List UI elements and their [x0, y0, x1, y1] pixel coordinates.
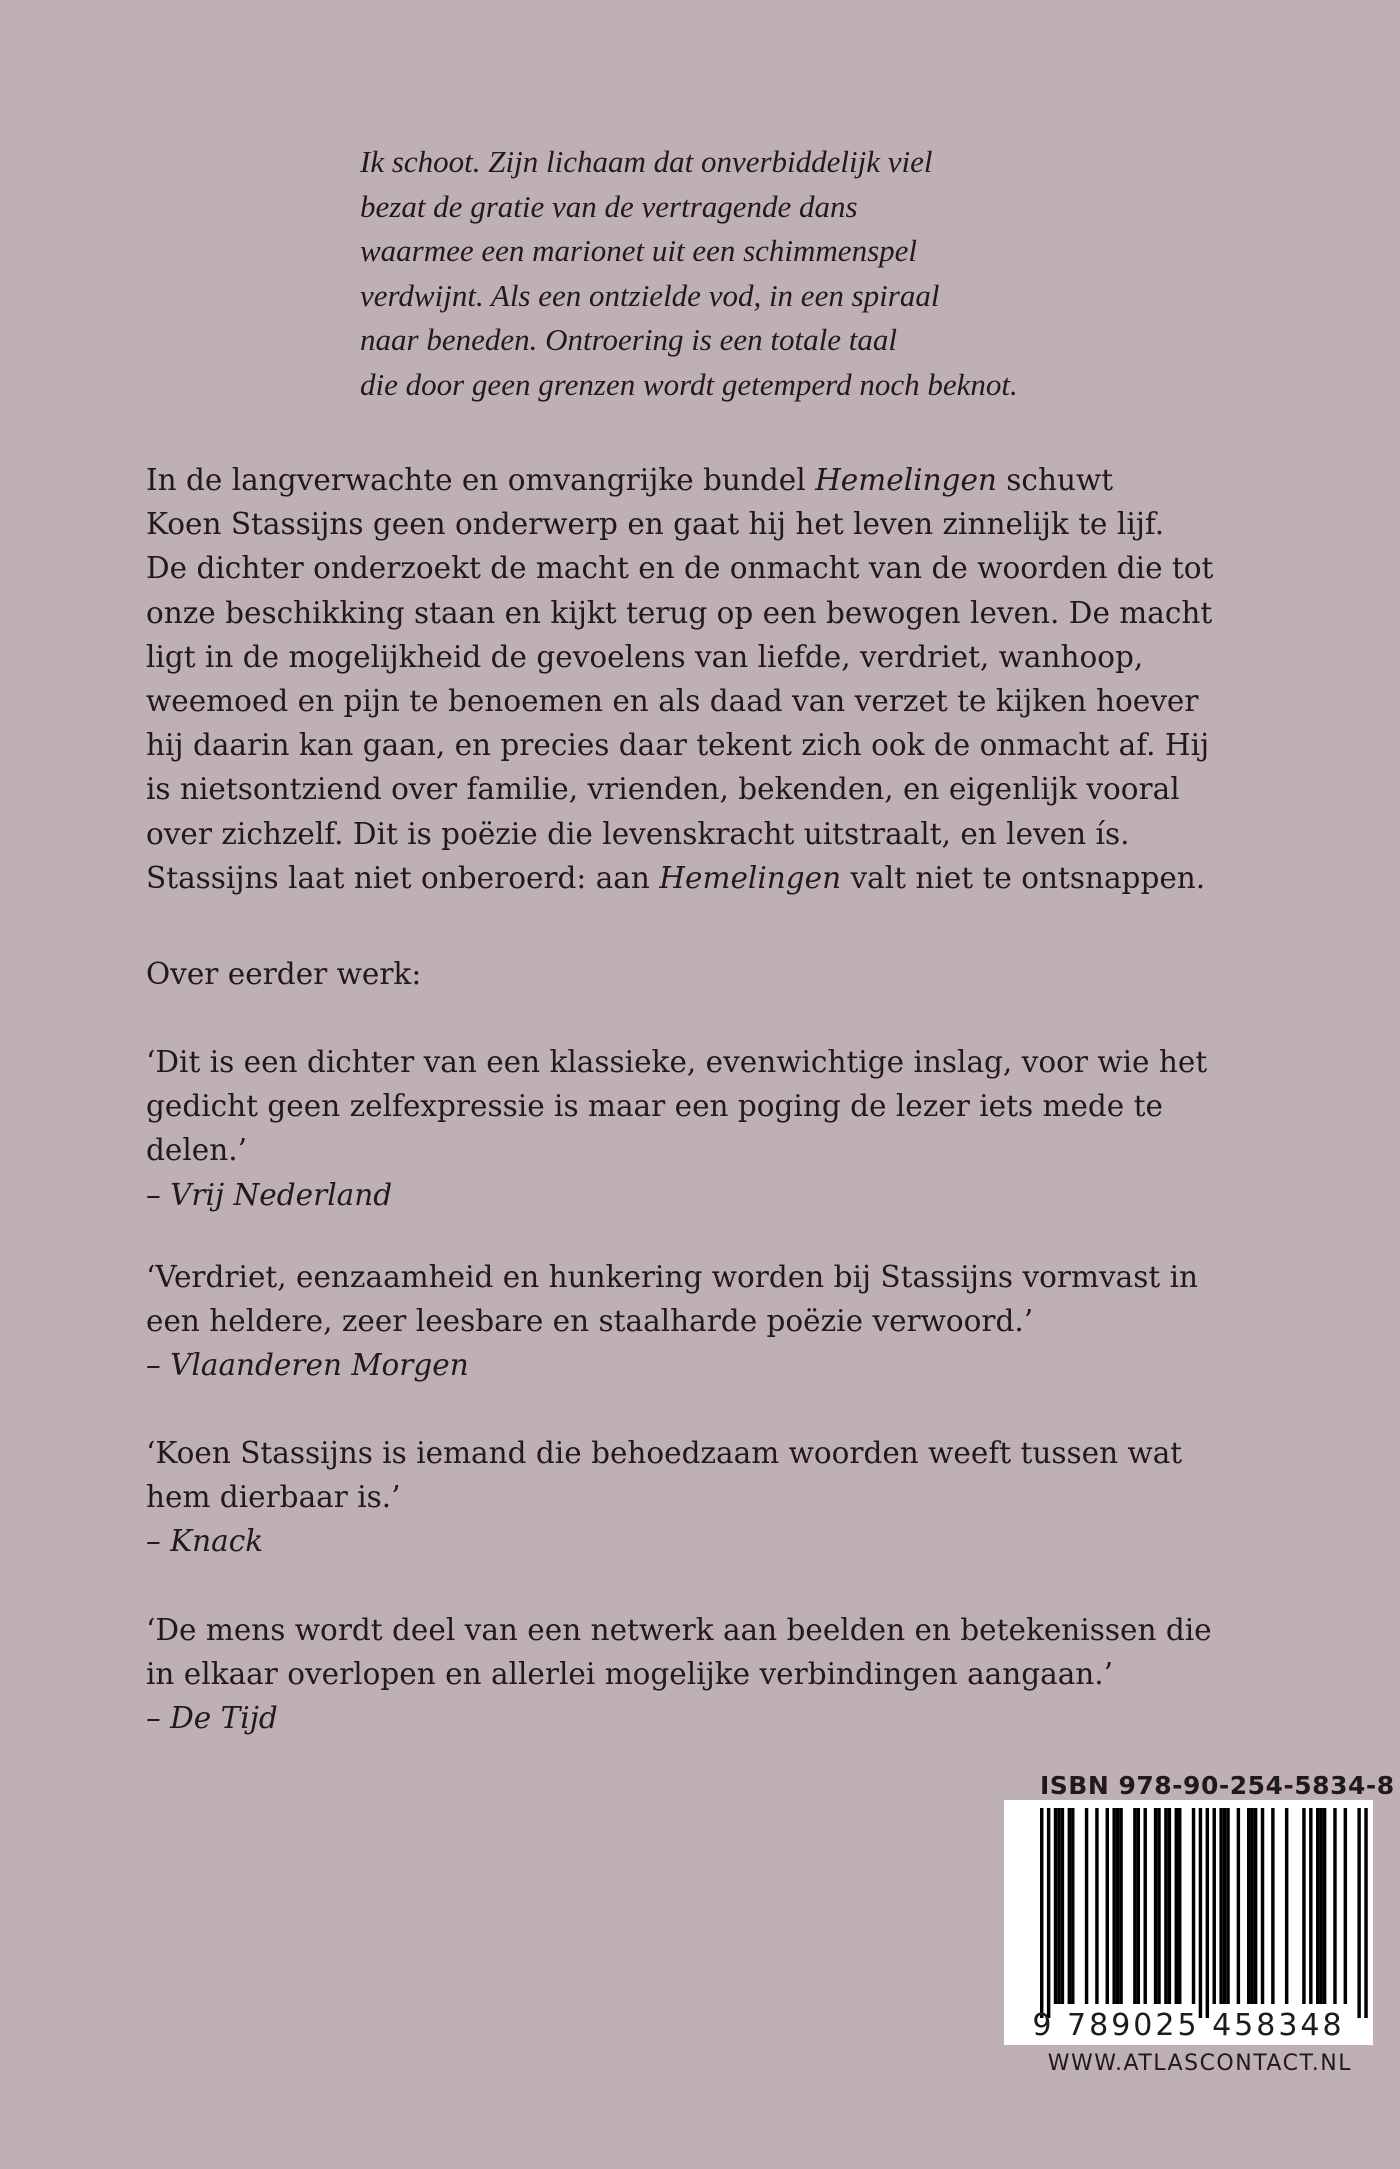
poem-line: waarmee een marionet uit een schimmenspel [360, 233, 918, 268]
barcode-bar [1071, 1808, 1074, 2004]
barcode-bar [1040, 1808, 1043, 2018]
barcode-bars [1004, 1800, 1373, 2020]
barcode-bar [1137, 1808, 1140, 2004]
description-line: weemoed en pijn te benoemen en als daad van verzet te kijken hoever [146, 684, 1199, 719]
description-line: hij daarin kan gaan, en precies daar tekent zich ook de onmacht af. Hij [146, 728, 1210, 763]
quote-source: – Vlaanderen Morgen [146, 1348, 469, 1383]
barcode-bar [1247, 1808, 1250, 2004]
review-quote [146, 1255, 1266, 1388]
poem-line: verdwijnt. Als een ontzielde vod, in een spiraal [360, 277, 940, 313]
barcode-bar [1168, 1808, 1171, 2004]
description-text: valt niet te ontsnappen. [841, 860, 1206, 895]
quote-source: – De Tijd [146, 1701, 278, 1736]
review-quote [146, 1040, 1266, 1217]
barcode-bar [1226, 1808, 1229, 2004]
quote-line: ‘Verdriet, eenzaamheid en hunkering worden bij Stassijns vormvast in [146, 1260, 1199, 1294]
quote-line: hem dierbaar is.’ [146, 1480, 401, 1515]
description-line: over zichzelf. Dit is poëzie die levenskracht uitstraalt, en leven ís. [146, 816, 1130, 851]
description-line [146, 856, 1266, 900]
barcode-bar [1309, 1808, 1312, 2004]
quote-line: ‘Koen Stassijns is iemand die behoedzaam woorden weeft tussen wat [146, 1436, 1183, 1470]
barcode-bar [1364, 1808, 1367, 2018]
barcode-bar [1319, 1808, 1322, 2004]
barcode-bar [1357, 1808, 1360, 2018]
barcode-bar [1333, 1808, 1336, 2004]
description-text: schuwt [996, 463, 1114, 497]
quote-line: ‘De mens wordt deel van een netwerk aan beelden en betekenissen die [146, 1613, 1212, 1647]
barcode-bar [1302, 1808, 1305, 2004]
barcode-bar [1119, 1808, 1122, 2004]
quote-line: een heldere, zeer leesbare en staalharde poëzie verwoord.’ [146, 1304, 1034, 1339]
barcode-bar [1047, 1808, 1050, 2018]
book-title: Hemelingen [815, 463, 997, 497]
description-line: is nietsontziend over familie, vrienden, bekenden, en eigenlijk vooral [146, 772, 1180, 807]
barcode-bar [1192, 1808, 1195, 2004]
barcode-bar [1323, 1808, 1326, 2004]
quote-line: in elkaar overlopen en allerlei mogelijke verbindingen aangaan.’ [146, 1657, 1114, 1692]
barcode-bar [1206, 1808, 1209, 2018]
barcode-bar [1219, 1808, 1222, 2004]
barcode-bar [1068, 1808, 1071, 2004]
description-line: ligt in de mogelijkheid de gevoelens van liefde, verdriet, wanhoop, [146, 639, 1144, 674]
barcode-bar [1250, 1808, 1253, 2004]
barcode-bar [1254, 1808, 1257, 2004]
barcode-bar [1057, 1808, 1060, 2004]
barcode-bar [1144, 1808, 1147, 2004]
poem-line: Ik schoot. Zijn lichaam dat onverbiddelijk viel [360, 144, 933, 179]
barcode-bar [1061, 1808, 1064, 2004]
barcode-bar [1237, 1808, 1240, 2004]
book-description [146, 458, 1266, 900]
barcode-bar [1112, 1808, 1115, 2004]
quote-source: – Knack [146, 1524, 264, 1559]
description-text: Stassijns laat niet onberoerd: aan [146, 860, 660, 895]
review-quote [146, 1608, 1266, 1741]
barcode-bar [1157, 1808, 1160, 2004]
barcode-bar [1175, 1808, 1178, 2004]
barcode-bar [1178, 1808, 1181, 2004]
barcode-bar [1223, 1808, 1226, 2004]
book-title: Hemelingen [659, 860, 842, 895]
poem-line: die door geen grenzen wordt getemperd noch beknot. [360, 366, 1018, 402]
barcode-bar [1344, 1808, 1347, 2004]
barcode-digits: 9 789025 458348 [1032, 2008, 1345, 2043]
barcode-bar [1095, 1808, 1098, 2004]
barcode-bar [1164, 1808, 1167, 2004]
quote-source: – Vrij Nederland [146, 1177, 393, 1212]
barcode-bar [1285, 1808, 1288, 2004]
section-heading: Over eerder werk: [146, 957, 422, 991]
poem-line: naar beneden. Ontroering is een totale taal [360, 322, 897, 357]
earlier-work-heading [146, 952, 1266, 996]
barcode-bar [1133, 1808, 1136, 2004]
barcode-bar [1054, 1808, 1057, 2004]
description-text: In de langverwachte en omvangrijke bundel [146, 463, 816, 497]
isbn-label: ISBN 978-90-254-5834-8 [1040, 1771, 1395, 1800]
barcode-bar [1199, 1808, 1202, 2018]
description-line [146, 458, 1266, 502]
quote-line: delen.’ [146, 1133, 247, 1168]
barcode-bar [1316, 1808, 1319, 2004]
barcode-bar [1213, 1808, 1216, 2004]
description-line: onze beschikking staan en kijkt terug op een bewogen leven. De macht [146, 595, 1213, 630]
publisher-website: WWW.ATLASCONTACT.NL [1047, 2051, 1352, 2076]
barcode-bar [1154, 1808, 1157, 2004]
barcode-bar [1106, 1808, 1109, 2004]
review-quote [146, 1431, 1266, 1564]
poem-line: bezat de gratie van de vertragende dans [360, 188, 858, 224]
barcode-bar [1261, 1808, 1264, 2004]
quote-line: ‘Dit is een dichter van een klassieke, evenwichtige inslag, voor wie het [146, 1045, 1208, 1079]
barcode-bar [1271, 1808, 1274, 2004]
barcode-bar [1085, 1808, 1088, 2004]
description-line: De dichter onderzoekt de macht en de onmacht van de woorden die tot [146, 551, 1214, 586]
barcode-bar [1116, 1808, 1119, 2004]
poem-excerpt [360, 140, 1080, 407]
description-line: Koen Stassijns geen onderwerp en gaat hij het leven zinnelijk te lijf. [146, 507, 1165, 542]
quote-line: gedicht geen zelfexpressie is maar een poging de lezer iets mede te [146, 1089, 1163, 1124]
